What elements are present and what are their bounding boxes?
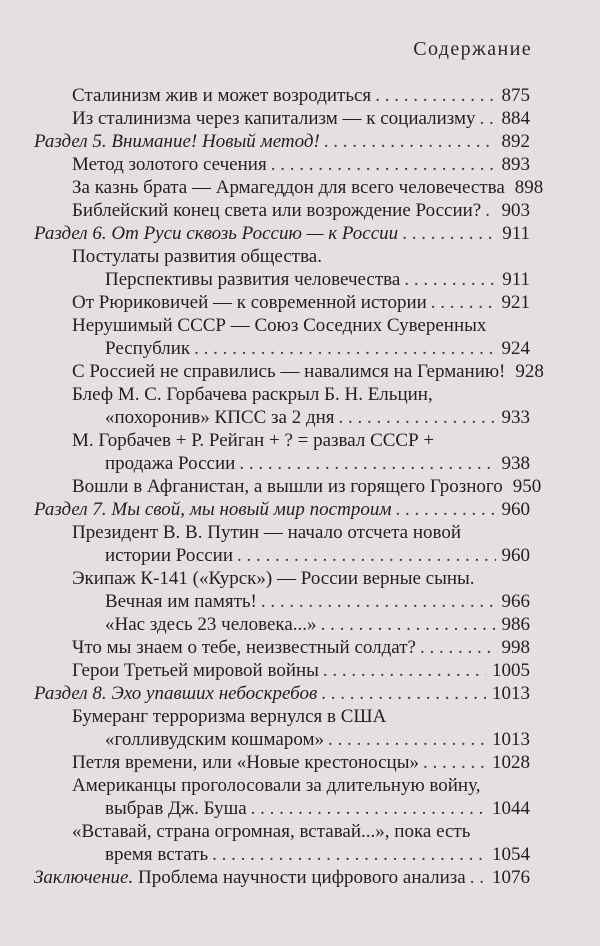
toc-page-number: 903 xyxy=(501,200,530,221)
toc-page-number: 1005 xyxy=(492,660,530,681)
toc-entry-title: истории России xyxy=(105,545,234,566)
toc-page-number: 928 xyxy=(515,361,544,382)
toc-page-number: 1013 xyxy=(492,683,530,704)
toc-page-number: 1076 xyxy=(492,867,530,888)
toc-entry-title: Перспективы развития человечества xyxy=(105,269,401,290)
toc-page-number: 933 xyxy=(501,407,530,428)
toc-page-number: 892 xyxy=(501,131,530,152)
toc-entry-title: М. Горбачев + Р. Рейган + ? = развал СССР + xyxy=(72,430,435,451)
toc-page-number: 898 xyxy=(514,177,544,198)
toc-entry-title: «голливудским кошмаром» xyxy=(105,729,324,750)
toc-entry-title: выбрав Дж. Буша xyxy=(105,798,247,819)
toc-entry-title: Вечная им память! xyxy=(105,591,257,612)
toc-entry-line xyxy=(34,864,530,892)
toc-entry-title: Герои Третьей мировой войны xyxy=(72,660,319,681)
toc-entry-title: Экипаж К-141 («Курск») — России верные сыны. xyxy=(72,568,475,589)
toc-entry-title xyxy=(34,864,466,892)
toc-page-number: 986 xyxy=(501,614,530,635)
toc-page-number: 938 xyxy=(501,453,530,474)
toc-entry-title: продажа России xyxy=(105,453,236,474)
toc-page-number: 960 xyxy=(501,499,530,520)
toc-page-number: 1054 xyxy=(492,844,530,865)
toc-entry-title: Блеф М. С. Горбачева раскрыл Б. Н. Ельцин, xyxy=(72,384,433,405)
toc-entry-title: Бумеранг терроризма вернулся в США xyxy=(72,706,387,727)
toc-entry-title: Республик xyxy=(105,338,191,359)
toc-entry-title: За казнь брата — Армагеддон для всего человечества xyxy=(72,177,505,198)
toc-entry-title: Американцы проголосовали за длительную войну, xyxy=(72,775,481,796)
toc-page-number: 998 xyxy=(501,637,530,658)
toc-entry-title: время встать xyxy=(105,844,209,865)
toc-entry-title: Раздел 7. Мы свой, мы новый мир построим xyxy=(34,499,392,520)
toc-entry-title: Что мы знаем о тебе, неизвестный солдат? xyxy=(72,637,416,658)
toc-entry-title: Вошли в Афганистан, а вышли из горящего Грозного xyxy=(72,476,503,497)
toc-entry-title: Нерушимый СССР — Союз Соседних Суверенных xyxy=(72,315,487,336)
toc-page-number: 911 xyxy=(502,269,530,290)
toc-entry-title: С Россией не справились — навалимся на Германию! xyxy=(72,361,506,382)
toc-page-number: 1028 xyxy=(492,752,530,773)
toc-page-number: 875 xyxy=(501,85,530,106)
toc-page-number: 950 xyxy=(512,476,542,497)
toc-entry-title: От Рюриковичей — к современной истории xyxy=(72,292,427,313)
toc-page-number: 911 xyxy=(502,223,530,244)
toc-entry-title: Раздел 8. Эхо упавших небоскребов xyxy=(34,683,318,704)
toc-entry-title: Петля времени, или «Новые крестоносцы» xyxy=(72,752,419,773)
toc-conclusion-text: Проблема научности цифрового анализа xyxy=(133,867,466,888)
toc-entry-title: Из сталинизма через капитализм — к социализму xyxy=(72,108,476,129)
toc-page-number: 1044 xyxy=(492,798,530,819)
toc-page-number: 924 xyxy=(501,338,530,359)
toc-entry-title: «Нас здесь 23 человека...» xyxy=(105,614,317,635)
toc-entry-title: Постулаты развития общества. xyxy=(72,246,322,267)
toc-entry-title: Библейский конец света или возрождение России? xyxy=(72,200,482,221)
toc-leader-dots xyxy=(470,864,486,892)
toc-entry-title: Сталинизм жив и может возродиться xyxy=(72,85,372,106)
toc-entry-title: Раздел 5. Внимание! Новый метод! xyxy=(34,131,320,152)
toc-page-number: 893 xyxy=(501,154,530,175)
toc-entry-title: «похоронив» КПСС за 2 дня xyxy=(105,407,335,428)
toc-page-number: 884 xyxy=(501,108,530,129)
toc-page-number: 921 xyxy=(501,292,530,313)
toc-conclusion-label: Заключение. xyxy=(34,867,134,888)
toc-entry-title: Раздел 6. От Руси сквозь Россию — к России xyxy=(34,223,399,244)
page-header-title: Содержание xyxy=(413,38,532,60)
toc-page-number: 966 xyxy=(501,591,530,612)
toc-entry-title: Президент В. В. Путин — начало отсчета новой xyxy=(72,522,462,543)
toc-page-number: 960 xyxy=(501,545,530,566)
toc-entry-title: Метод золотого сечения xyxy=(72,154,267,175)
toc-page-number: 1013 xyxy=(492,729,530,750)
toc-entry-title: «Вставай, страна огромная, вставай...», пока есть xyxy=(72,821,471,842)
